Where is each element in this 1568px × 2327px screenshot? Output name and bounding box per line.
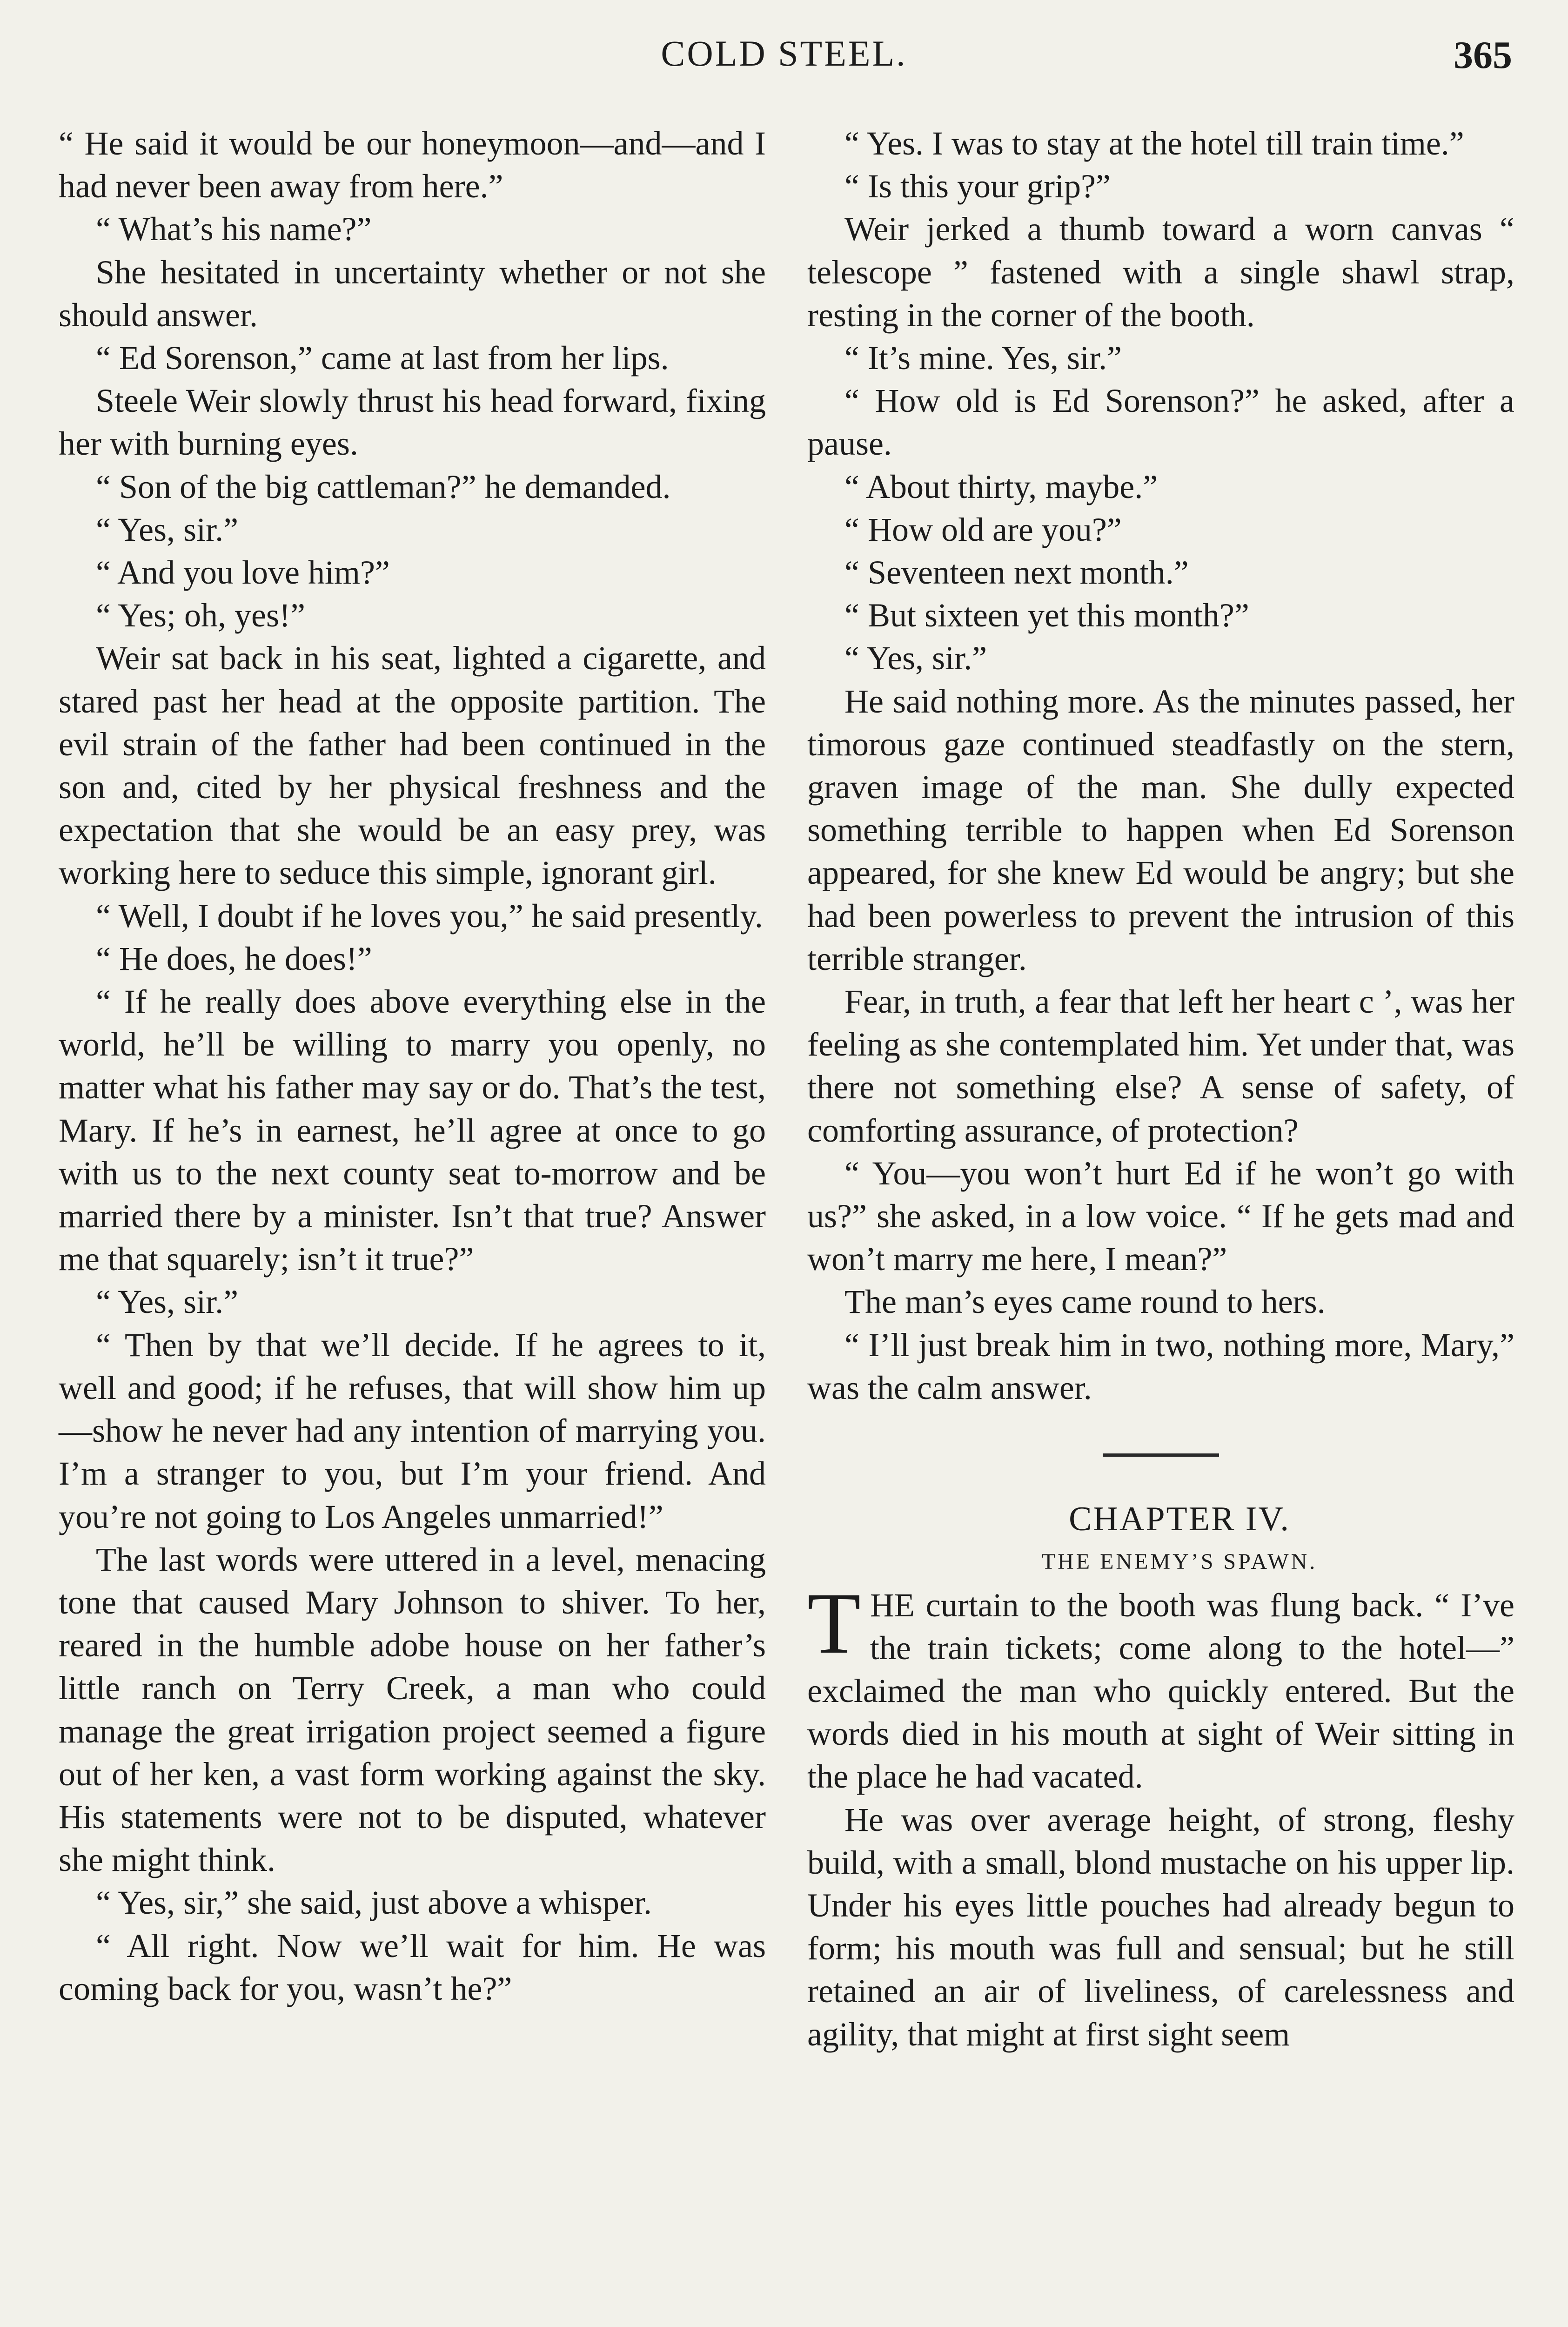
paragraph: Steele Weir slowly thrust his head forward, fixing her with burning eyes. — [59, 382, 766, 463]
right-column — [807, 122, 1514, 2056]
paragraph: “ What’s his name?” — [96, 210, 372, 248]
paragraph: “ He said it would be our honeymoon—and—and I had never been away from here.” — [59, 125, 766, 205]
paragraph: “ But sixteen yet this month?” — [844, 597, 1249, 634]
section-divider — [1103, 1453, 1219, 1457]
paragraph: “ It’s mine. Yes, sir.” — [844, 339, 1122, 377]
chapter-subtitle: THE ENEMY’S SPAWN. — [1041, 1549, 1318, 1574]
paragraph: “ Is this your grip?” — [844, 168, 1111, 205]
paragraph: The man’s eyes came round to hers. — [844, 1283, 1326, 1321]
paragraph: “ How old is Ed Sorenson?” he asked, after a pause. — [807, 382, 1514, 463]
paragraph: “ About thirty, maybe.” — [844, 468, 1158, 505]
paragraph: “ How old are you?” — [844, 511, 1122, 548]
paragraph: “ I’ll just break him in two, nothing more, Mary,” was the calm answer. — [807, 1326, 1514, 1406]
opening-text: HE curtain to the booth was flung back. “ I’ve the train tickets; come along to the hotel—” exclaimed the man who quickly entered. But the words died in his mouth at sight of Weir sitting in the place he had vacated. — [807, 1586, 1514, 1796]
paragraph: The last words were uttered in a level, menacing tone that caused Mary Johnson to shiver. To her, reared in the humble adobe house on her father’s little ranch on Terry Creek, a man who could manage the great irrigation project seemed a figure out of her ken, a vast form working against the sky. His statements were not to be disputed, whatever she might think. — [59, 1540, 766, 1879]
paragraph: “ Seventeen next month.” — [844, 554, 1189, 592]
paragraph: “ If he really does above everything else in the world, he’ll be willing to marry you openly, no matter what his father may say or do. That’s the test, Mary. If he’s in earnest, he’ll agree at once to go with us to the next county seat to-morrow and be married there by a minister. Isn’t that true? Answer me that squarely; isn’t it true?” — [59, 983, 766, 1278]
paragraph: “ Well, I doubt if he loves you,” he said presently. — [96, 897, 763, 935]
drop-cap: T — [807, 1574, 861, 1672]
paragraph: “ Yes, sir.” — [96, 1283, 239, 1321]
chapter-opening-paragraph — [807, 1574, 1514, 1798]
paragraph: Weir jerked a thumb toward a worn canvas “ telescope ” fastened with a single shawl strap, resting in the corner of the booth. — [807, 210, 1514, 334]
running-title: COLD STEEL. — [661, 33, 907, 74]
paragraph: He said nothing more. As the minutes passed, her timorous gaze continued steadfastly on the stern, graven image of the man. She dully expected something terrible to happen when Ed Sorenson appeared, for she knew Ed would be angry; but she had been powerless to prevent the intrusion of this terrible stranger. — [807, 682, 1514, 977]
paragraph: “ Yes; oh, yes!” — [96, 597, 305, 634]
paragraph: “ Then by that we’ll decide. If he agrees to it, well and good; if he refuses, that will show him up—show he never had any intention of marrying you. I’m a stranger to you, but I’m your friend. And you’re not going to Los Angeles unmarried!” — [59, 1326, 766, 1535]
page-number: 365 — [1454, 34, 1512, 77]
paragraph: “ Yes. I was to stay at the hotel till train time.” — [844, 125, 1464, 162]
paragraph: “ And you love him?” — [96, 554, 390, 592]
paragraph: “ Son of the big cattleman?” he demanded. — [96, 468, 671, 505]
chapter-title: CHAPTER IV. — [1069, 1500, 1290, 1539]
paragraph: He was over average height, of strong, fleshy build, with a small, blond mustache on his upper lip. Under his eyes little pouches had already begun to form; his mouth was full and sensual; but he still retained an air of liveliness, of carelessness and agility, that might at first sight seem — [807, 1801, 1514, 2053]
paragraph: “ Yes, sir.” — [96, 511, 239, 548]
paragraph: “ Yes, sir,” she said, just above a whisper. — [96, 1884, 652, 1922]
paragraph: “ Yes, sir.” — [844, 639, 987, 677]
paragraph: “ Ed Sorenson,” came at last from her lips. — [96, 339, 669, 377]
running-head — [0, 33, 1568, 88]
paragraph: “ You—you won’t hurt Ed if he won’t go with us?” she asked, in a low voice. “ If he gets mad and won’t marry me here, I mean?” — [807, 1154, 1514, 1278]
paragraph: She hesitated in uncertainty whether or not she should answer. — [59, 253, 766, 334]
paragraph: “ He does, he does!” — [96, 940, 372, 977]
left-column — [59, 122, 766, 2010]
paragraph: “ All right. Now we’ll wait for him. He was coming back for you, wasn’t he?” — [59, 1927, 766, 2007]
paragraph: Weir sat back in his seat, lighted a cigarette, and stared past her head at the opposite partition. The evil strain of the father had been continued in the son and, cited by her physical freshness and the expectation that she would be an easy prey, was working here to seduce this simple, ignorant girl. — [59, 639, 766, 892]
paragraph: Fear, in truth, a fear that left her heart c ’, was her feeling as she contemplated him. Yet under that, was there not something else? A sense of safety, of comforting assurance, of protection? — [807, 983, 1514, 1149]
